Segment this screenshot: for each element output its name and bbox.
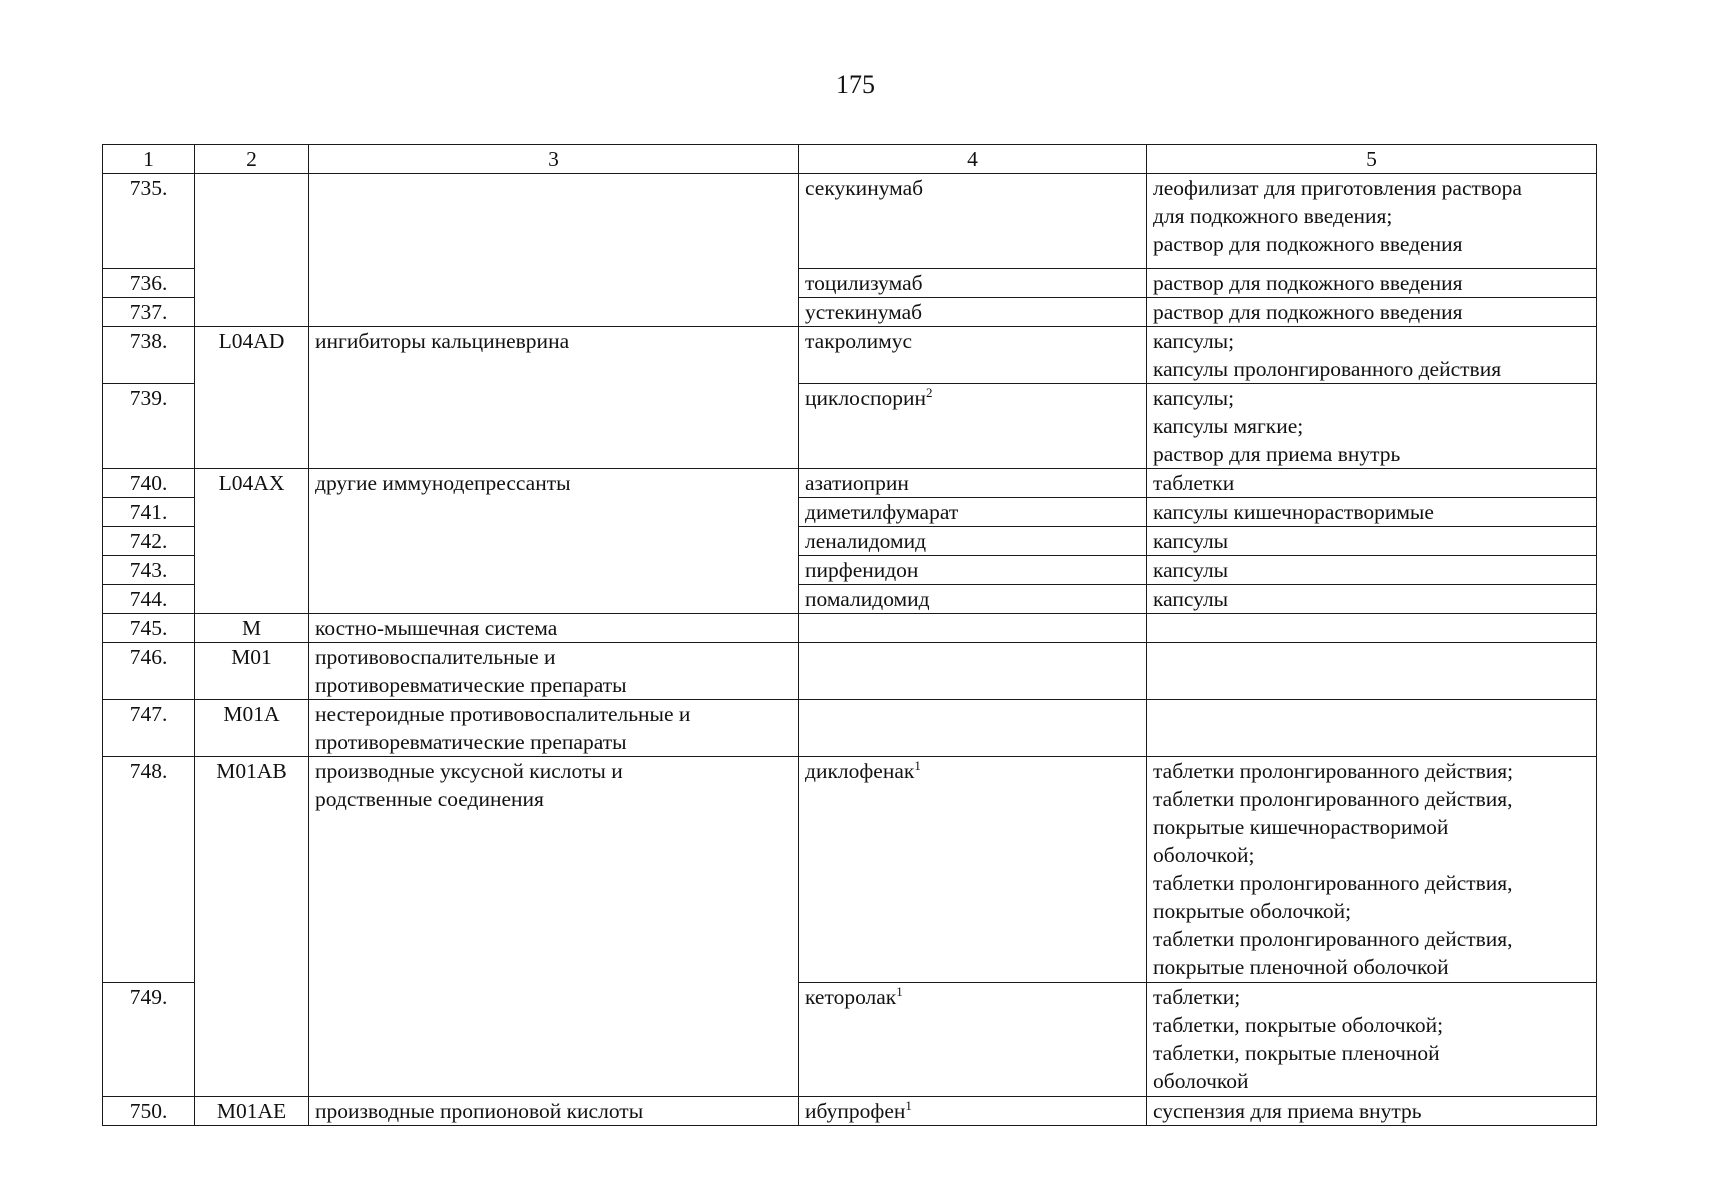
row-number: 747. bbox=[103, 700, 195, 757]
page-number: 175 bbox=[836, 70, 875, 99]
row-number: 742. bbox=[103, 527, 195, 556]
row-number: 745. bbox=[103, 614, 195, 643]
group-name: производные уксусной кислоты и родственные соединения bbox=[309, 757, 799, 1097]
drug-name: тоцилизумаб bbox=[799, 269, 1147, 298]
atc-code: M01AB bbox=[195, 757, 309, 1097]
drug-name: азатиоприн bbox=[799, 469, 1147, 498]
column-header: 3 bbox=[309, 145, 799, 174]
dosage-form: капсулы bbox=[1147, 527, 1597, 556]
row-number: 739. bbox=[103, 384, 195, 469]
column-header: 5 bbox=[1147, 145, 1597, 174]
drug-name: диметилфумарат bbox=[799, 498, 1147, 527]
row-number: 737. bbox=[103, 298, 195, 327]
drug-name: диклофенак$^1$ bbox=[799, 757, 1147, 983]
group-name: противовоспалительные и противоревматические препараты bbox=[309, 643, 799, 700]
dosage-form bbox=[1147, 643, 1597, 700]
drug-name bbox=[799, 643, 1147, 700]
group-name: ингибиторы кальциневрина bbox=[309, 327, 799, 469]
drug-name: секукинумаб bbox=[799, 174, 1147, 269]
atc-code: L04AX bbox=[195, 469, 309, 614]
atc-code: M01A bbox=[195, 700, 309, 757]
row-number: 738. bbox=[103, 327, 195, 384]
dosage-form: таблетки пролонгированного действия; таблетки пролонгированного действия, покрытые кишечнорастворимой оболочкой; таблетки пролонгированного действия, покрытые оболочкой; таблетки пролонгированного действия, покрытые пленочной оболочкой bbox=[1147, 757, 1597, 983]
table-row bbox=[103, 327, 1597, 384]
table-row bbox=[103, 643, 1597, 700]
column-header: 2 bbox=[195, 145, 309, 174]
atc-code: L04AD bbox=[195, 327, 309, 469]
drug-name: леналидомид bbox=[799, 527, 1147, 556]
drug-name: пирфенидон bbox=[799, 556, 1147, 585]
dosage-form: капсулы кишечнорастворимые bbox=[1147, 498, 1597, 527]
group-name: другие иммунодепрессанты bbox=[309, 469, 799, 614]
dosage-form: леофилизат для приготовления раствора для подкожного введения; раствор для подкожного введения bbox=[1147, 174, 1597, 269]
row-number: 750. bbox=[103, 1097, 195, 1126]
dosage-form: капсулы; капсулы мягкие; раствор для приема внутрь bbox=[1147, 384, 1597, 469]
group-name: нестероидные противовоспалительные и противоревматические препараты bbox=[309, 700, 799, 757]
column-header: 4 bbox=[799, 145, 1147, 174]
dosage-form: капсулы; капсулы пролонгированного действия bbox=[1147, 327, 1597, 384]
row-number: 746. bbox=[103, 643, 195, 700]
dosage-form: суспензия для приема внутрь bbox=[1147, 1097, 1597, 1126]
atc-code: M bbox=[195, 614, 309, 643]
row-number: 748. bbox=[103, 757, 195, 983]
group-name-cell bbox=[309, 174, 799, 327]
row-number: 740. bbox=[103, 469, 195, 498]
row-number: 743. bbox=[103, 556, 195, 585]
group-name: костно-мышечная система bbox=[309, 614, 799, 643]
drug-name: помалидомид bbox=[799, 585, 1147, 614]
table-row bbox=[103, 614, 1597, 643]
table-row bbox=[103, 174, 1597, 269]
dosage-form bbox=[1147, 614, 1597, 643]
group-name: производные пропионовой кислоты bbox=[309, 1097, 799, 1126]
row-number: 736. bbox=[103, 269, 195, 298]
row-number: 744. bbox=[103, 585, 195, 614]
dosage-form bbox=[1147, 700, 1597, 757]
row-number: 741. bbox=[103, 498, 195, 527]
dosage-form: таблетки bbox=[1147, 469, 1597, 498]
drug-name: циклоспорин$^2$ bbox=[799, 384, 1147, 469]
atc-code-cell bbox=[195, 174, 309, 327]
header-row bbox=[103, 145, 1597, 174]
drug-name: устекинумаб bbox=[799, 298, 1147, 327]
column-header: 1 bbox=[103, 145, 195, 174]
atc-code: M01AE bbox=[195, 1097, 309, 1126]
drug-name: кеторолак$^1$ bbox=[799, 983, 1147, 1097]
dosage-form: капсулы bbox=[1147, 556, 1597, 585]
table-row bbox=[103, 1097, 1597, 1126]
table-row bbox=[103, 700, 1597, 757]
atc-code: M01 bbox=[195, 643, 309, 700]
dosage-form: капсулы bbox=[1147, 585, 1597, 614]
table-row bbox=[103, 469, 1597, 498]
row-number: 735. bbox=[103, 174, 195, 269]
drug-name: такролимус bbox=[799, 327, 1147, 384]
drug-name bbox=[799, 614, 1147, 643]
drug-name bbox=[799, 700, 1147, 757]
dosage-form: таблетки; таблетки, покрытые оболочкой; таблетки, покрытые пленочной оболочкой bbox=[1147, 983, 1597, 1097]
drug-table bbox=[102, 144, 1597, 1126]
drug-name: ибупрофен$^1$ bbox=[799, 1097, 1147, 1126]
row-number: 749. bbox=[103, 983, 195, 1097]
dosage-form: раствор для подкожного введения bbox=[1147, 298, 1597, 327]
dosage-form: раствор для подкожного введения bbox=[1147, 269, 1597, 298]
table-row bbox=[103, 757, 1597, 983]
